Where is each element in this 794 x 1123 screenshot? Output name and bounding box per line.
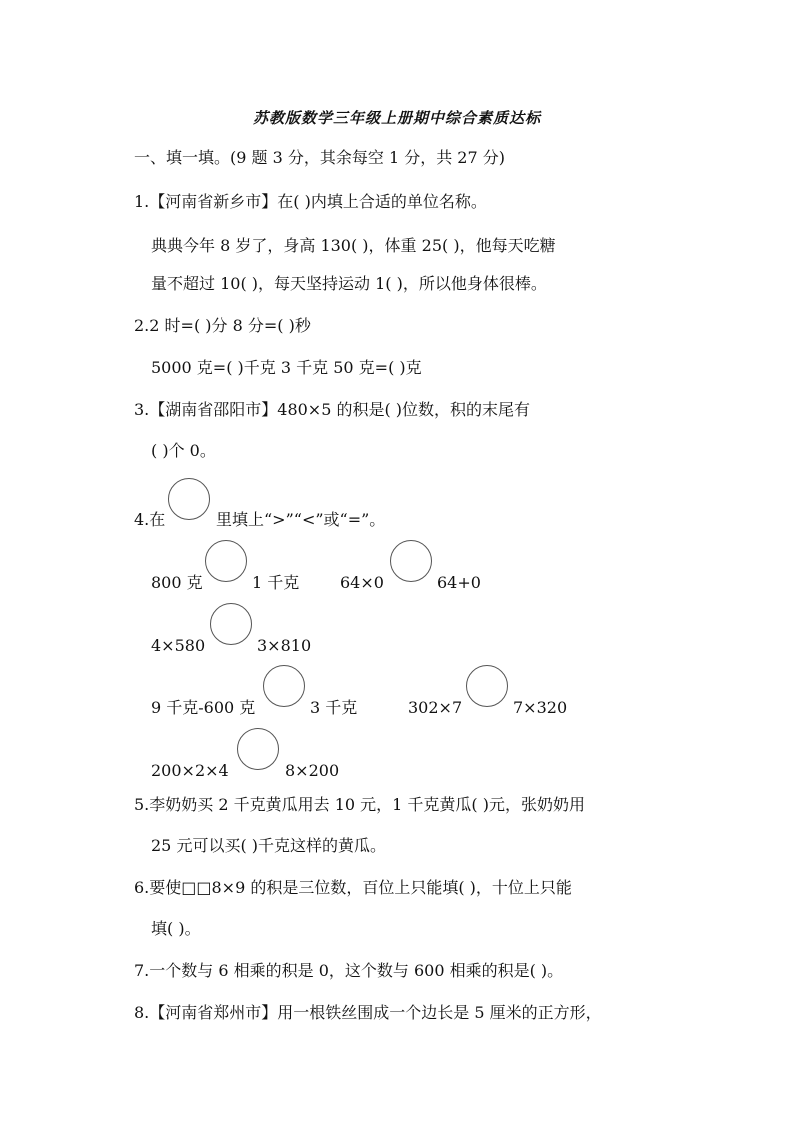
question-1-line-1: 1.【河南省新乡市】在( )内填上合适的单位名称。 [134,192,487,211]
question-1-line-3: 量不超过 10( )，每天坚持运动 1( )，所以他身体很棒。 [151,274,547,293]
question-5-line-2: 25 元可以买( )千克这样的黄瓜。 [151,836,387,855]
page-title: 苏教版数学三年级上册期中综合素质达标 [252,109,541,127]
compare-5-right: 7×320 [513,698,568,717]
compare-4-answer-circle[interactable] [263,665,305,707]
question-8: 8.【河南省郑州市】用一根铁丝围成一个边长是 5 厘米的正方形， [134,1003,602,1022]
compare-2-right: 64+0 [437,573,481,592]
question-3-line-2: ( )个 0。 [151,441,216,460]
compare-4-left: 9 千克-600 克 [151,698,256,717]
compare-3-answer-circle[interactable] [210,603,252,645]
question-2-line-2: 5000 克=( )千克 3 千克 50 克=( )克 [151,358,422,377]
compare-3-right: 3×810 [257,636,312,655]
question-6-line-2: 填( )。 [151,919,201,938]
compare-2-answer-circle[interactable] [390,540,432,582]
example-circle [168,478,210,520]
compare-2-left: 64×0 [340,573,384,592]
compare-5-left: 302×7 [408,698,463,717]
question-6-line-1: 6.要使□□8×9 的积是三位数，百位上只能填( )，十位上只能 [134,878,572,897]
question-4-intro-end: 里填上“>”“<”或“=”。 [216,510,386,529]
compare-4-right: 3 千克 [310,698,358,717]
compare-3-left: 4×580 [151,636,206,655]
compare-6-left: 200×2×4 [151,761,229,780]
question-5-line-1: 5.李奶奶买 2 千克黄瓜用去 10 元，1 千克黄瓜( )元，张奶奶用 [134,795,585,814]
question-1-line-2: 典典今年 8 岁了，身高 130( )，体重 25( )，他每天吃糖 [151,236,556,255]
question-7: 7.一个数与 6 相乘的积是 0，这个数与 600 相乘的积是( )。 [134,961,564,980]
compare-6-answer-circle[interactable] [237,728,279,770]
compare-1-answer-circle[interactable] [205,540,247,582]
compare-1-left: 800 克 [151,573,203,592]
compare-6-right: 8×200 [285,761,340,780]
question-4-intro-start: 4.在 [134,510,166,529]
compare-5-answer-circle[interactable] [466,665,508,707]
section-heading: 一、填一填。(9 题 3 分，其余每空 1 分，共 27 分) [134,148,505,167]
compare-1-right: 1 千克 [252,573,300,592]
question-2-line-1: 2.2 时=( )分 8 分=( )秒 [134,316,311,335]
question-3-line-1: 3.【湖南省邵阳市】480×5 的积是( )位数，积的末尾有 [134,400,531,419]
